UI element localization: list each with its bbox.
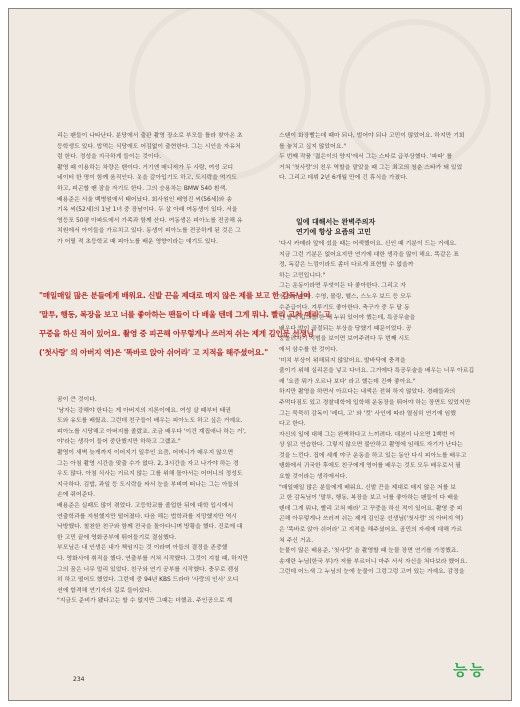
text-line: 쳐 주신 거죠. — [279, 537, 314, 544]
text-line: 촬영이 새벽 늦게까지 이어지기 일쑤인 요즘, 어머니가 매우지 않으면 — [57, 449, 234, 456]
text-line: 고 한 감독님이 '말투, 행동, 복장을 보고 너를 좋아하는 팬들이 다 배울 — [279, 495, 459, 502]
text-line: 를 놓치고 싶지 않았어요." — [279, 143, 347, 150]
text-line: 하지만 촬영을 하면서 아프다는 내색은 전혀 하지 않았다. 경쾌들과의 — [279, 389, 456, 396]
page-number: 234 — [73, 676, 85, 683]
text-line: 정, 독같은 느낌이라도 좀더 다르게 표현할 수 없을까 — [279, 262, 414, 269]
text-line: 하는 고민입니다." — [279, 272, 326, 279]
text-line: 안 발에 깁스를 한 채 누워 있어야 했는데, 특공무술을 — [279, 315, 416, 322]
text-line: 다. 영화사에 취직을 했다. 연출부를 거쳐 시작했다. 그것이 지칠 때, 하지만 — [57, 555, 249, 562]
text-line: 눈물이 많은 배용준, '첫사랑' 을 촬영할 때 눈물 장면 연기를 가정했죠. — [279, 548, 459, 555]
text-line: "지금도 준비가 됐다고는 할 수 없지만 그때는 더했죠. 주인공으로 계 — [57, 598, 233, 605]
pull-quote-line: ('첫사랑' 의 아버지 역)은 '똑바로 앉아 쉬어라' 고 지적을 해주셨어요." — [39, 348, 268, 357]
right-column-top — [279, 131, 503, 184]
text-line: 연출학과를 지원했지만 떨어졌다. 다음 해는 법학과를 지망했지만 역시 — [57, 513, 237, 520]
text-line: 손에 쥐어준다. — [57, 492, 95, 499]
text-line: 줄이기 위해 실리콘을 넣고 다녀요. 그거에다 특공무술을 배우는 너무 아르깁 — [279, 368, 475, 375]
text-line: '남자는 강해야 한다는 게 아버지의 지론이에요. 여성 살 때부터 태권 — [57, 407, 231, 414]
text-line: 배용준은 서울 백병원에서 태어났다. 회사원인 배영진 씨(56세)와 송 — [57, 196, 233, 203]
text-line: 은 '똑바로 앉아 쉬어라' 고 지적을 해주셨어요. 곰민의 자세에 대해 가르 — [279, 527, 463, 534]
text-line: 꿈이 큰 것이다. — [57, 397, 97, 403]
heading-line: 연기에 항상 요즘의 고민 — [296, 228, 371, 236]
text-line: 히 하고 떨어도 했었다. 그런데 중 94년 KBS 드라마 '사랑의 인사' 오디 — [57, 577, 239, 584]
text-line: 다. 그리고 데뷔 2년 6개월 만에 긴 휴식을 가졌다. — [279, 175, 408, 182]
pull-quote — [39, 286, 359, 362]
text-line: 촬영 때 이용하는 차량은 밴이다. 거기엔 매니저가 두 사람, 여성 코디 — [57, 164, 234, 171]
pull-quote-line: 꾸중을 하신 적이 있어요. 촬영 중 피곤해 아무렇게나 쓰러져 쉬는 제게 김인문 선생님 — [39, 329, 314, 338]
text-line: 지금 그런 기분은 없어요지만 연기에 대한 생각을 많이 해요. 똑같은 표 — [279, 251, 459, 258]
text-line: 탱화에서 귀국한 후에도 친구에게 영어를 배우는 것도 모두 배우로서 필 — [279, 463, 461, 470]
text-line: 등학생도 있다. 밥먹는 식당에도 어김없이 출현한다. 그는 시인을 자유처 — [57, 143, 241, 150]
heading-line: 일에 대해서는 완벽주의자 — [296, 218, 376, 226]
text-line: '미치 부상이 위해되지 않았어요. 발바닥에 충격을 — [279, 357, 406, 364]
magazine-page — [8, 8, 512, 701]
text-line: 주먹다짐도 있고 경찰대학에 입학해 운동장을 뛰어야 하는 장면도 있었지만 — [279, 399, 471, 406]
text-line: 스탠이 화장빨는데 때마 되나, 벌어야 되나 고민이 많았어요. 하지만 기회 — [279, 133, 465, 139]
text-line: 한 고민 끝에 영화공부에 뛰어들기로 결심했다. — [57, 534, 177, 541]
text-line: '다시 카메라 앞에 섰을 때는 어색했어요. 신인 때 기분이 드는 거예요. — [279, 241, 457, 247]
watermark-logo: 능능 — [453, 661, 486, 679]
text-line: "매일매일 많은 분들에게 배워요. 신발 끈을 제대로 매지 않은 저를 보 — [279, 484, 456, 491]
text-line: 거쳐 '첫사랑'의 친우 역할을 맡았을 때 그는 최고의 청춘 스타가 돼 있었 — [279, 164, 463, 171]
section-heading — [296, 217, 496, 237]
text-line: 그의 꿈은 너무 멀리 있었다. 친구와 연기 공부를 시작했다. 충무로 캠심 — [57, 566, 239, 573]
text-line: 그런데 어느새 그 누님의 눈에 눈물이 그렁그렁 고여 있는 거예요. 감정을 — [279, 569, 465, 576]
text-line: 두 번째 작품 '젊은이의 양지'에서 그는 스타로 급부상했다. '파파' 를 — [279, 154, 453, 161]
text-line: 다고 한다. — [279, 421, 306, 428]
text-line: 자신의 일에 대해 그는 완벽하다고 느끼려다. 대본이 나오면 1백번 이 — [279, 431, 456, 438]
text-line: 배우다 발이 골절되는 부상을 당했기 때문이었다. 공 — [279, 325, 412, 332]
pull-quote-line: "매일매일 많은 분들에게 배워요. 신발 끈을 제대로 매지 않은 제를 보고 한 감독님이 — [39, 291, 311, 300]
pull-quote-line: '말투, 행동, 복장을 보고 너를 좋아하는 팬들이 다 배울 텐데 그게 뭐냐. 빨리 고쳐 매라' 고 — [39, 310, 331, 319]
text-line: 영등포 50평 아파트에서 가족과 함께 산다. 여동생은 피아노를 전공해 유 — [57, 217, 243, 224]
text-line: 중돌려차기 시범을 보이면 보여주려다 두 번째 시도 — [279, 336, 410, 343]
text-line: 것을 느낀다. 집에 세계 야구 운동을 하고 있는 동안 다시 피아노를 배우고 — [279, 452, 467, 459]
left-column-top — [57, 131, 281, 248]
text-line: 래 '요즘 뭐가 오르나 보다' 라고 했는데 진짜 좋아요." — [279, 378, 416, 385]
text-line: 그는 운동이라면 무엇이든 다 좋아한다. 그리고 자 — [279, 283, 406, 290]
text-line: 하고, 피곤할 땐 잠을 자기도 한다. 그의 승용차는 BMW 540 흰색. — [57, 185, 228, 192]
text-line: 요할 것이라는 생각에서다. — [279, 474, 348, 481]
text-line: 피아노를 시당해고 아버지를 졸랐죠. 조금 배우다 '이건 계집애나 하는 거', — [57, 428, 246, 435]
text-line: 야'라는 생각이 들어 중단했지만 하하고 그랬죠." — [57, 439, 181, 446]
text-line: 신 있어 한다. 수영, 볼링, 헬스, 스노우 보드 등 모두 — [279, 293, 412, 300]
text-line: 도와 유도를 배웠죠. 그런데 친구들이 배우는 피아노도 하고 싶은 거예요. — [57, 418, 243, 425]
text-line: 곤해 아무렇게나 쓰러져 쉬는 제게 김인문 선생님('첫사랑' 의 아버지 역) — [279, 516, 464, 523]
text-line: 텐데 그게 뭐냐, 빨리 고쳐 매라' 고 꾸중을 하신 적이 있어요. 촬영 중 피 — [279, 505, 463, 512]
text-line: 럼 한다. 정성을 지극하게 들이는 것이다. — [57, 154, 162, 161]
text-line: 네이터 한 명이 함께 움직인다. 옷을 갈아입기도 하고, 도시락을 먹기도 — [57, 175, 237, 182]
text-line: 션에 합격해 연기자의 길로 들어섰다. — [57, 587, 152, 594]
text-line: 배용준은 실패도 많이 겪었다. 고등학교를 졸업한 뒤에 대학 입시에서 — [57, 502, 234, 509]
text-line: 수준급이다. 겨루기도 좋아한다. 축구가 중 두 달 동 — [279, 304, 410, 311]
text-line: 그는 묵묵히 감독이 '레디, 고' 와 '컷' 사인에 따라 열심히 연기에 임했 — [279, 410, 456, 417]
text-line: 치원에서 아이들을 가르치고 있다. 동생이 피아노를 전공하게 된 것은 그 — [57, 228, 241, 235]
text-line: 낙방했다. 철천한 친구와 함께 전국을 돌아다니며 방황을 했다. 진로에 대 — [57, 524, 243, 531]
left-column-bottom — [57, 395, 281, 607]
text-line: 리는 팬들이 나타난다. 분당에서 출판 촬영 장소로 부모들 틀라 찾아온 초 — [57, 133, 243, 139]
text-line: 지극하다. 김밥, 과일 등 도시락을 싸서 눈을 부벼며 떠나는 그는 아들의 — [57, 481, 239, 488]
text-line: 우도 많다. 아침 식사는 거르지 않는 그를 위해 돌아서는 어머니의 정성도 — [57, 471, 243, 478]
text-line: 그는 아침 촬영 시간을 맞출 수가 없다. 2, 3시간을 자고 나가야 하는 경 — [57, 460, 239, 467]
text-line: 가 어릴 적 초등학교 때 피아노를 배운 영향이라는 얘기도 있다. — [57, 238, 218, 245]
text-line: 에서 삼수를 한 것이다. — [279, 346, 338, 353]
text-line: 기옥 씨(52세)의 1남 1녀 중 장남이다. 두 살 아래 여동생이 있다. 서울 — [57, 207, 238, 214]
text-line: 송재란 누님(한국 부)가 저를 부르더니 마주 서서 자신을 쳐다보라 했어요. — [279, 558, 468, 565]
text-line: 부모님은 내 인생은 내가 책임지는 것 이라며 아들의 결정을 존중했 — [57, 545, 228, 552]
text-line: 상 읽고 연습한다. 그렇지 않으면 불안하고 촬영에 임해도 자기가 난다는 — [279, 442, 463, 449]
